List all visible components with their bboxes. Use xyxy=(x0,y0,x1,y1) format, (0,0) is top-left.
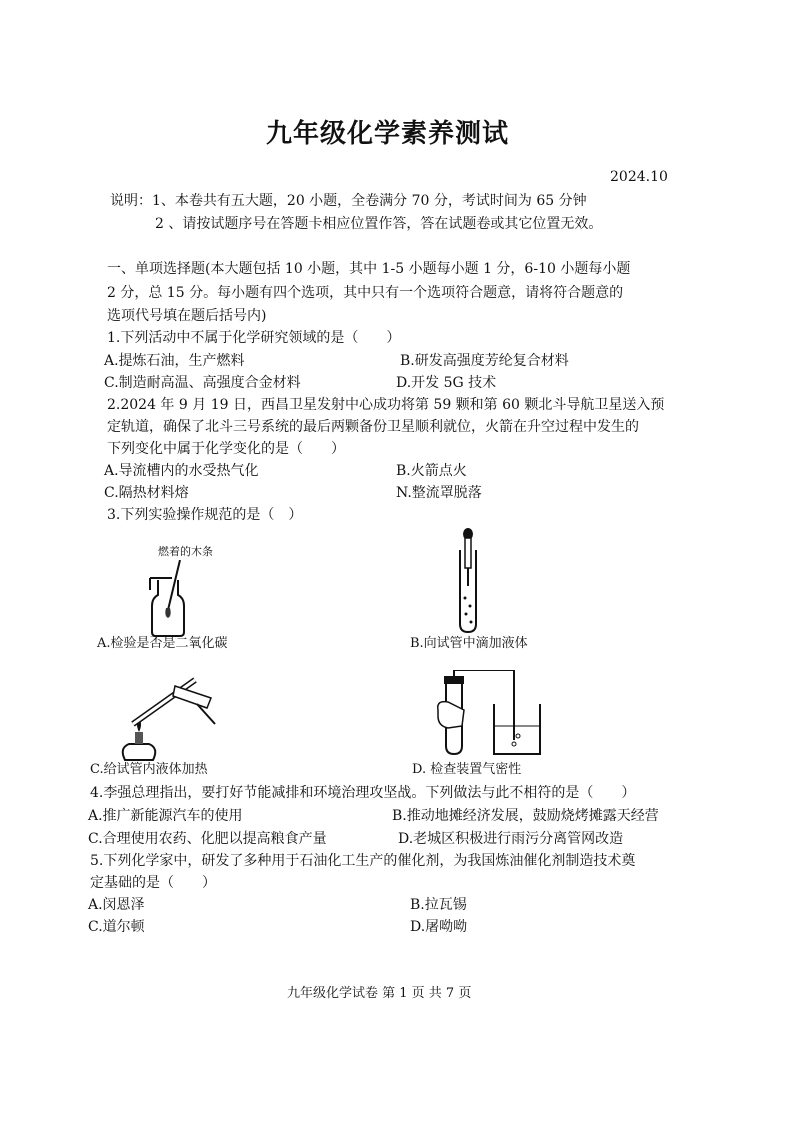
q4-stem: 4.李强总理指出，要打好节能减排和环境治理攻坚战。下列做法与此不相符的是（ ） xyxy=(90,785,636,801)
q2-option-b: B.火箭点火 xyxy=(396,463,467,479)
q1-option-c: C.制造耐高温、高强度合金材料 xyxy=(104,375,301,391)
figure-a-caption: A.检验是否是二氧化碳 xyxy=(97,636,228,651)
section-1-heading-line-1: 一、单项选择题(本大题包括 10 小题，其中 1-5 小题每小题 1 分，6-10 小题每小题 xyxy=(107,261,631,277)
q4-option-b: B.推动地摊经济发展，鼓励烧烤摊露天经营 xyxy=(392,808,659,824)
figure-b-dropper-tube xyxy=(448,528,488,638)
q2-stem-line-3: 下列变化中属于化学变化的是（ ） xyxy=(107,441,345,457)
figure-d-airtightness-check xyxy=(436,670,546,760)
q1-option-d: D.开发 5G 技术 xyxy=(396,375,497,391)
q5-stem-line-1: 5.下列化学家中，研发了多种用于石油化工生产的催化剂，为我国炼油催化剂制造技术奠 xyxy=(90,853,636,869)
figure-d-caption: D. 检查装置气密性 xyxy=(412,762,522,777)
instructions-line-2: 2 、请按试题序号在答题卡相应位置作答，答在试题卷或其它位置无效。 xyxy=(155,216,603,232)
q5-option-d: D.屠呦呦 xyxy=(410,919,468,935)
q1-stem: 1.下列活动中不属于化学研究领域的是（ ） xyxy=(107,330,401,346)
instructions-line-1: 说明：1、本卷共有五大题，20 小题，全卷满分 70 分，考试时间为 65 分钟 xyxy=(110,193,587,209)
page-footer: 九年级化学试卷 第 1 页 共 7 页 xyxy=(287,986,472,1001)
q1-option-a: A.提炼石油，生产燃料 xyxy=(104,353,245,369)
q5-stem-line-2: 定基础的是（ ） xyxy=(90,875,216,891)
q5-option-a: A.闵恩泽 xyxy=(88,897,145,913)
q4-option-a: A.推广新能源汽车的使用 xyxy=(88,808,243,824)
figure-a-label: 燃着的木条 xyxy=(158,545,213,558)
figure-b-caption: B.向试管中滴加液体 xyxy=(410,636,528,651)
q2-stem-line-1: 2.2024 年 9 月 19 日，西昌卫星发射中心成功将第 59 颗和第 60 颗北斗导航卫星送入预 xyxy=(107,397,665,413)
q4-option-c: C.合理使用农药、化肥以提高粮食产量 xyxy=(88,831,327,847)
q1-option-b: B.研发高强度芳纶复合材料 xyxy=(400,353,569,369)
q2-option-d: N.整流罩脱落 xyxy=(396,485,482,501)
section-1-heading-line-2: 2 分，总 15 分。每小题有四个选项，其中只有一个选项符合题意，请将符合题意的 xyxy=(107,285,624,301)
section-1-heading-line-3: 选项代号填在题后括号内) xyxy=(107,308,267,324)
exam-date: 2024.10 xyxy=(610,169,668,185)
page-title: 九年级化学素养测试 xyxy=(266,119,510,149)
q3-stem: 3.下列实验操作规范的是（ ） xyxy=(107,507,303,523)
q2-stem-line-2: 定轨道，确保了北斗三号系统的最后两颗备份卫星顺利就位，火箭在升空过程中发生的 xyxy=(107,419,639,435)
q5-option-b: B.拉瓦锡 xyxy=(410,897,467,913)
q5-option-c: C.道尔顿 xyxy=(88,919,145,935)
figure-c-caption: C.给试管内液体加热 xyxy=(90,762,208,777)
q2-option-a: A.导流槽内的水受热气化 xyxy=(104,463,259,479)
q2-option-c: C.隔热材料熔 xyxy=(104,485,189,501)
figure-c-heating-tube xyxy=(115,668,225,763)
q4-option-d: D.老城区积极进行雨污分离管网改造 xyxy=(398,831,624,847)
